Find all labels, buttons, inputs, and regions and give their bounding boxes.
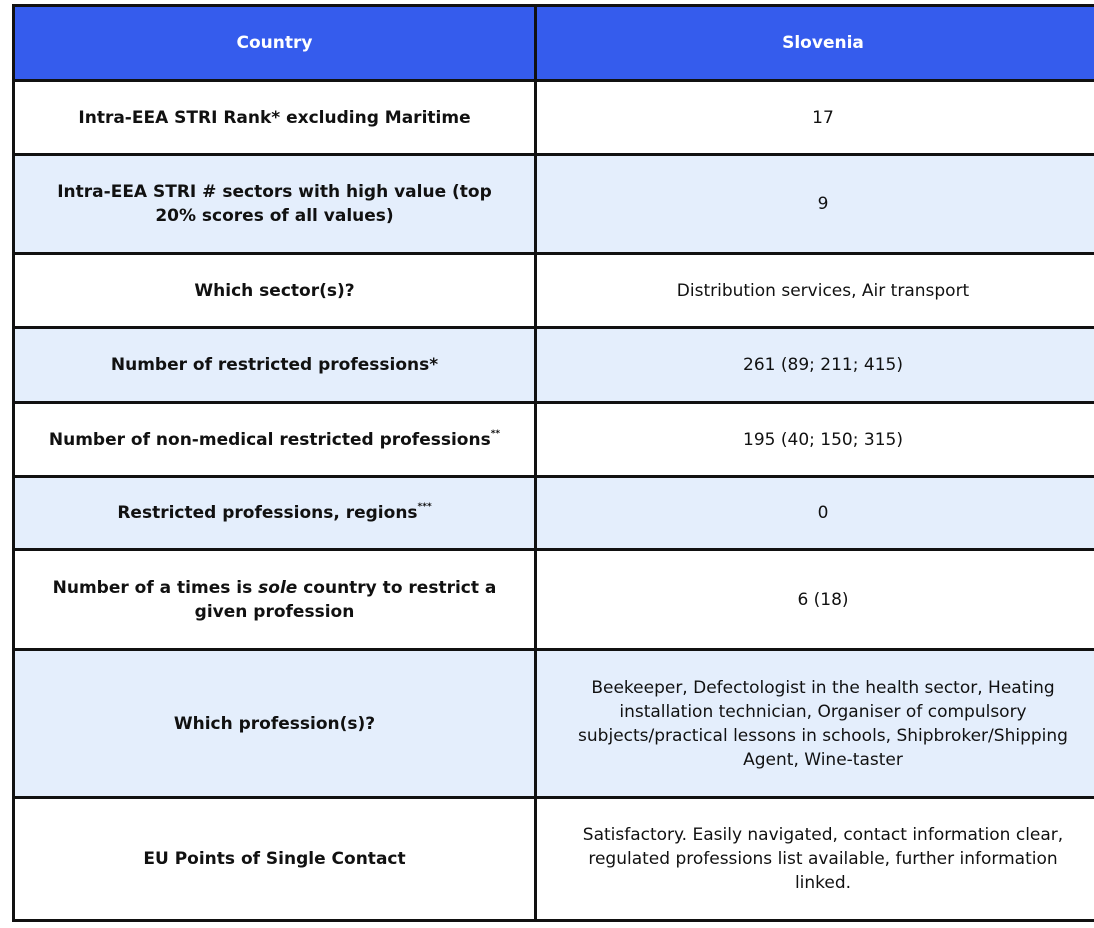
row-value: 0 xyxy=(536,477,1094,550)
footnote-marker: ** xyxy=(490,428,501,439)
row-value: 6 (18) xyxy=(536,550,1094,650)
table-row xyxy=(14,650,1094,798)
header-slovenia: Slovenia xyxy=(536,6,1094,81)
table-row xyxy=(14,403,1094,477)
row-value: 195 (40; 150; 315) xyxy=(536,403,1094,477)
row-value: 17 xyxy=(536,81,1094,155)
label-text: Number of non-medical restricted professions xyxy=(48,429,491,450)
row-value: Satisfactory. Easily navigated, contact information clear, regulated professions list available, further information linked. xyxy=(536,798,1094,921)
row-label: Which sector(s)? xyxy=(14,254,536,328)
table-row xyxy=(14,254,1094,328)
label-emphasis: sole xyxy=(258,577,298,598)
label-text: country to restrict a given profession xyxy=(194,577,497,622)
table-row xyxy=(14,477,1094,550)
row-label xyxy=(14,403,536,477)
row-label xyxy=(14,550,536,650)
row-value: Beekeeper, Defectologist in the health sector, Heating installation technician, Organiser of compulsory subjects/practical lessons in schools, Shipbroker/Shipping Agent, Wine-taster xyxy=(536,650,1094,798)
row-label: Intra-EEA STRI # sectors with high value (top 20% scores of all values) xyxy=(14,155,536,254)
table-row xyxy=(14,155,1094,254)
table-row xyxy=(14,81,1094,155)
label-text: Number of a times is xyxy=(52,577,259,598)
label-text: Restricted professions, regions xyxy=(117,503,418,523)
row-label: Which profession(s)? xyxy=(14,650,536,798)
row-label: Intra-EEA STRI Rank* excluding Maritime xyxy=(14,81,536,155)
header-country: Country xyxy=(14,6,536,81)
row-value: 9 xyxy=(536,155,1094,254)
table-row xyxy=(14,798,1094,921)
table-row xyxy=(14,550,1094,650)
country-profile-table xyxy=(12,4,1094,922)
row-label: Number of restricted professions* xyxy=(14,328,536,403)
table-row xyxy=(14,328,1094,403)
header-row xyxy=(14,6,1094,81)
row-value: 261 (89; 211; 415) xyxy=(536,328,1094,403)
row-label xyxy=(14,477,536,550)
row-value: Distribution services, Air transport xyxy=(536,254,1094,328)
footnote-marker: *** xyxy=(417,502,432,512)
row-label: EU Points of Single Contact xyxy=(14,798,536,921)
